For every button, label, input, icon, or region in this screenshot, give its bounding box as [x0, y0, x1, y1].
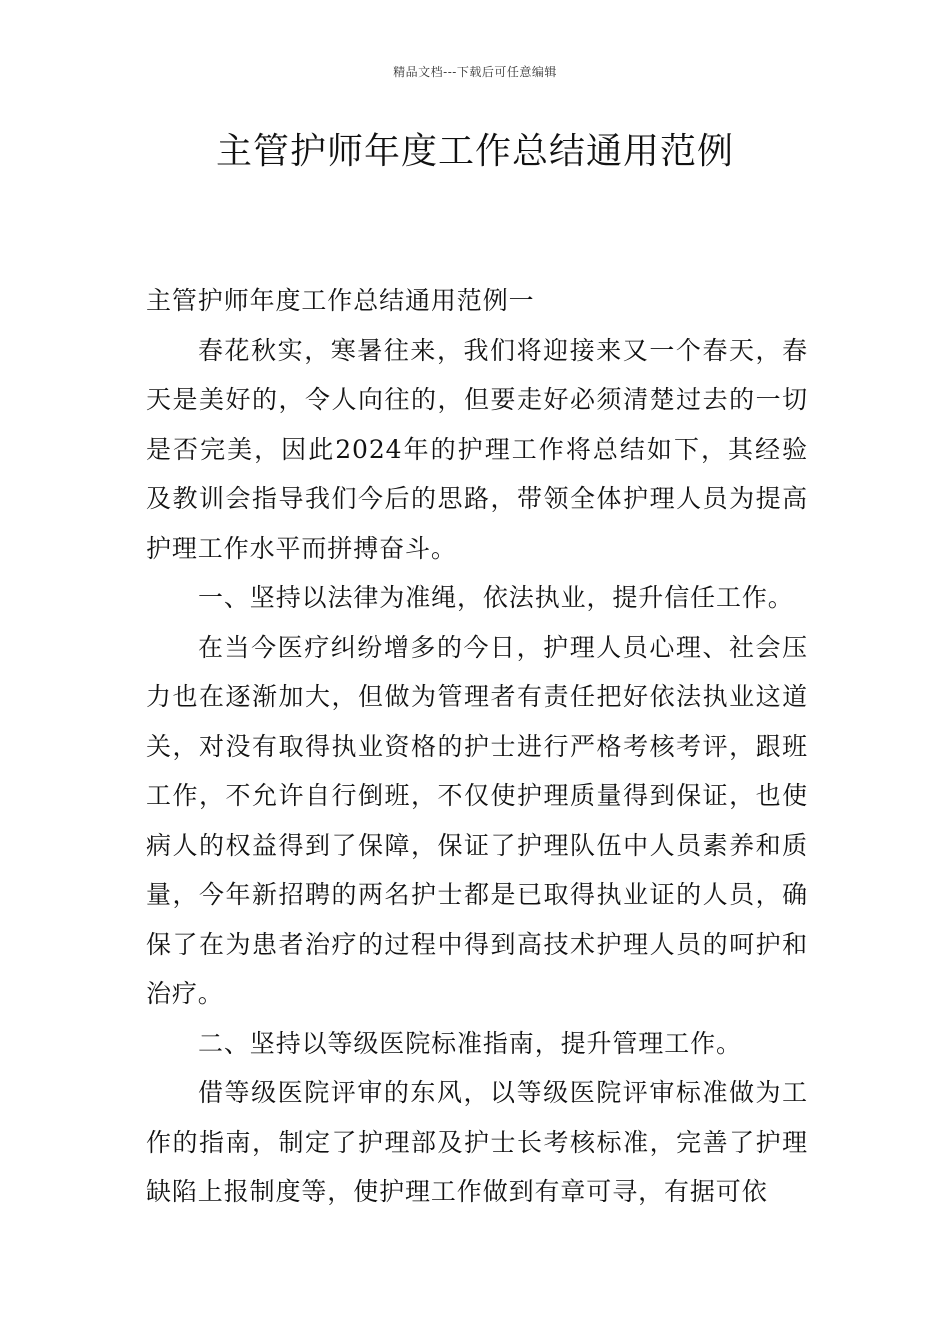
section-heading-2: 二、坚持以等级医院标准指南，提升管理工作。 [198, 1028, 742, 1058]
header-note: 精品文档---下载后可任意编辑 [393, 65, 557, 79]
document-body [146, 276, 808, 1217]
document-title: 主管护师年度工作总结通用范例 [215, 131, 734, 172]
paragraph-intro: 春花秋实，寒暑往来，我们将迎接来又一个春天，春天是美好的，令人向往的，但要走好必须清楚过去的一切是否完美，因此2024年的护理工作将总结如下，其经验及教训会指导我们今后的思路，带领全体护理人员为提高护理工作水平而拼搏奋斗。 [146, 335, 808, 563]
paragraph-section-2: 借等级医院评审的东风，以等级医院评审标准做为工作的指南，制定了护理部及护士长考核标准，完善了护理缺陷上报制度等，使护理工作做到有章可寻，有据可依 [146, 1078, 808, 1206]
section-heading-1: 一、坚持以法律为准绳，依法执业，提升信任工作。 [198, 583, 794, 612]
section-subtitle: 主管护师年度工作总结通用范例一 [146, 286, 535, 315]
paragraph-section-1: 在当今医疗纠纷增多的今日，护理人员心理、社会压力也在逐渐加大，但做为管理者有责任把好依法执业这道关，对没有取得执业资格的护士进行严格考核考评，跟班工作，不允许自行倒班，不仅使护理质量得到保证，也使病人的权益得到了保障，保证了护理队伍中人员素养和质量，今年新招聘的两名护士都是已取得执业证的人员，确保了在为患者治疗的过程中得到高技术护理人员的呵护和治疗。 [146, 632, 808, 1008]
